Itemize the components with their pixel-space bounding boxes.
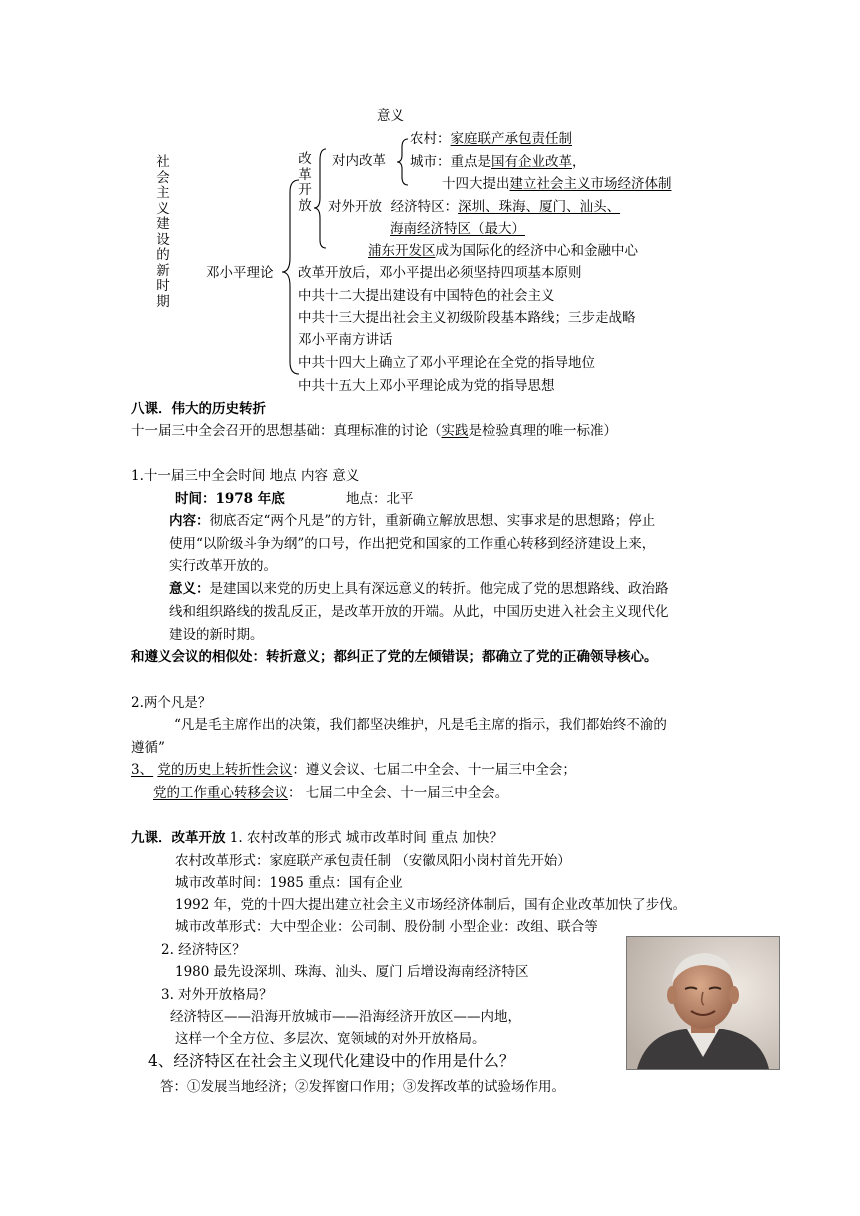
lesson8-basis	[131, 425, 617, 439]
lesson8-q2-line-1: “凡是毛主席作出的决策，我们都坚决维护，凡是毛主席的指示，我们都始终不渝的	[174, 717, 667, 733]
q3-label: 党的历史上转折性会议	[157, 762, 293, 778]
lesson9-a3-line-1: 经济特区——沿海开放城市——沿海经济开放区——内地，	[170, 1009, 521, 1025]
gaige-kaifang-label: 改革开放	[298, 151, 312, 214]
meaning-text-1: 是建国以来党的历史上具有深远意义的转折。他完成了党的思想路线、政治路	[209, 581, 669, 597]
lesson8-place: 地点：北平	[346, 491, 414, 507]
meaning-label: 意义	[377, 108, 404, 124]
chengshi-label: 城市：重点是	[410, 154, 491, 170]
shisi-line	[442, 178, 672, 192]
tequ-value: 深圳、珠海、厦门、汕头、	[458, 199, 621, 215]
meaning-line-2: 线和组织路线的拨乱反正，是改革开放的开端。从此，中国历史进入社会主义现代化	[169, 604, 669, 620]
lesson9-a3-line-2: 这样一个全方位、多层次、宽领域的对外开放格局。	[175, 1031, 486, 1047]
basis-prefix: 十一届三中全会召开的思想基础：真理标准的讨论（	[131, 423, 442, 439]
diagram-item: 中共十三大提出社会主义初级阶段基本路线；三步走战略	[298, 310, 636, 326]
lesson9-q2: 2. 经济特区？	[161, 942, 246, 958]
hainan-line: 海南经济特区（最大）	[390, 221, 525, 237]
lesson9-rural: 农村改革形式：家庭联产承包责任制 （安徽凤阳小岗村首先开始）	[175, 853, 571, 869]
lesson9-1992: 1992 年，党的十四大提出建立社会主义市场经济体制后，国有企业改革加快了步伐。	[175, 897, 687, 913]
tequ-label: 经济特区：	[390, 199, 459, 215]
lesson8-q2-line-2: 遵循”	[131, 740, 165, 756]
lesson8-q2: 2.两个凡是？	[131, 695, 212, 711]
meaning-line-3: 建设的新时期。	[169, 627, 264, 643]
q3-num: 3、	[131, 762, 154, 778]
meaning-line-1	[169, 583, 669, 597]
pudong-line	[368, 245, 638, 259]
content-text-1: 彻底否定“两个凡是”的方针，重新确立解放思想、实事求是的思想路；停止	[209, 513, 656, 529]
pudong-value: 浦东开发区	[368, 243, 436, 259]
lesson9-heading-line	[131, 832, 503, 846]
vertical-title: 社会主义建设的新时期	[156, 154, 170, 310]
zunyi-similarity: 和遵义会议的相似处：转折意义；都纠正了党的左倾错误；都确立了党的正确领导核心。	[131, 649, 658, 665]
q3-value: ：遵义会议、七届二中全会、十一届三中全会；	[292, 762, 576, 778]
lesson9-q4: 4、经济特区在社会主义现代化建设中的作用是什么？	[148, 1052, 515, 1070]
lesson9-a4: 答：①发展当地经济；②发挥窗口作用；③发挥改革的试验场作用。	[160, 1079, 565, 1095]
shisi-value: 建立社会主义市场经济体制	[509, 176, 672, 192]
lesson9-heading: 九课．改革开放	[131, 830, 226, 846]
lesson9-city-time: 城市改革时间：1985 重点：国有企业	[175, 875, 403, 891]
lesson8-heading: 八课．伟大的历史转折	[131, 401, 266, 417]
portrait-photo	[626, 936, 780, 1070]
duinei-label: 对内改革	[332, 153, 386, 169]
nongcun-line	[410, 133, 572, 147]
basis-underlined: 实践	[441, 423, 469, 439]
lesson9-q3: 3. 对外开放格局？	[161, 987, 273, 1003]
diagram-item: 中共十四大上确立了邓小平理论在全党的指导地位	[298, 355, 595, 371]
diagram-item: 中共十二大提出建设有中国特色的社会主义	[298, 288, 555, 304]
brace-gaige-kaifang	[314, 149, 326, 248]
tequ-line	[328, 201, 620, 215]
diagram-item: 邓小平南方讲话	[298, 332, 393, 348]
content-label: 内容：	[169, 513, 210, 529]
chengshi-line	[410, 156, 586, 170]
deng-theory-label: 邓小平理论	[206, 265, 274, 281]
chengshi-value: 国有企业改革	[491, 154, 572, 170]
portrait-illustration	[627, 937, 779, 1069]
duiwai-label: 对外开放	[328, 199, 382, 215]
lesson8-q3b	[153, 787, 508, 801]
lesson8-q3	[131, 764, 576, 778]
content-line-1	[169, 515, 655, 529]
basis-suffix: 是检验真理的唯一标准）	[468, 423, 617, 439]
lesson9-q1: 1. 农村改革的形式 城市改革时间 重点 加快？	[225, 830, 503, 846]
lesson8-q1: 1.十一届三中全会时间 地点 内容 意义	[131, 468, 360, 484]
pudong-rest: 成为国际化的经济中心和金融中心	[435, 243, 638, 259]
content-line-3: 实行改革开放的。	[169, 558, 277, 574]
nongcun-label: 农村：	[410, 131, 451, 147]
q3b-value: ： 七届二中全会、十一届三中全会。	[288, 785, 509, 801]
content-line-2: 使用“以阶级斗争为纲”的口号，作出把党和国家的工作重心转移到经济建设上来，	[169, 536, 656, 552]
lesson9-a2: 1980 最先设深圳、珠海、汕头、厦门 后增设海南经济特区	[175, 964, 529, 980]
q3b-label: 党的工作重心转移会议	[153, 785, 288, 801]
nongcun-value: 家庭联产承包责任制	[450, 131, 572, 147]
chengshi-comma: ，	[572, 154, 586, 170]
meaning-label-bold: 意义：	[169, 581, 210, 597]
shisi-prefix: 十四大提出	[442, 176, 510, 192]
brace-duinei	[397, 139, 408, 185]
diagram-item: 改革开放后，邓小平提出必须坚持四项基本原则	[298, 265, 582, 281]
diagram-item: 中共十五大上邓小平理论成为党的指导思想	[298, 378, 555, 394]
lesson9-city-form: 城市改革形式：大中型企业：公司制、股份制 小型企业：改组、联合等	[175, 919, 598, 935]
lesson8-time: 时间：1978 年底	[175, 491, 285, 507]
